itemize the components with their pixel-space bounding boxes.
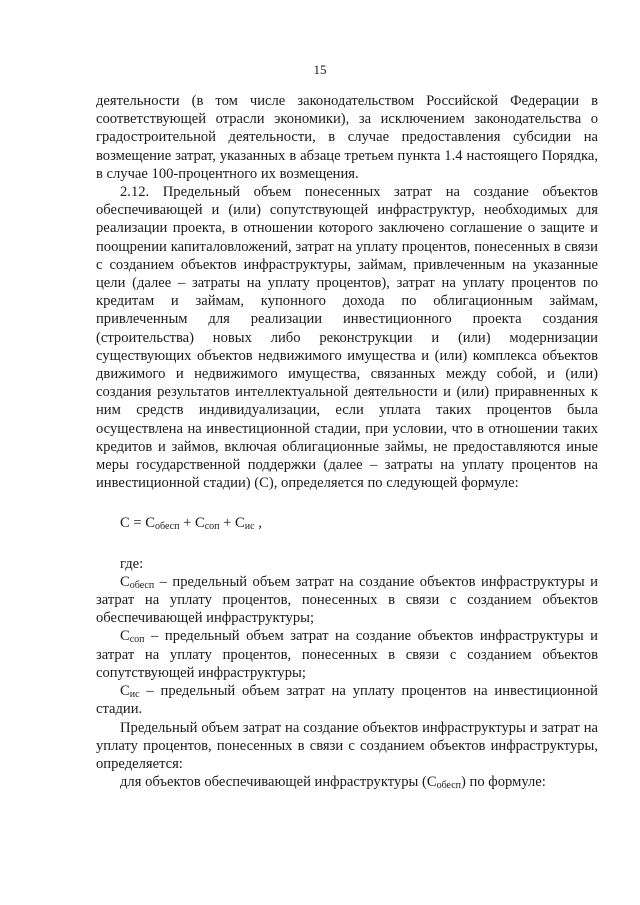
definition-subscript: ис bbox=[129, 689, 140, 701]
definition-subscript: обесп bbox=[129, 579, 155, 591]
formula-term-2: С bbox=[194, 515, 205, 532]
formula-plus-2: + bbox=[219, 515, 236, 532]
formula-c bbox=[120, 514, 598, 532]
definition-c-sop bbox=[96, 627, 598, 682]
definition-text: – предельный объем затрат на уплату процентов на инвестиционной стадии. bbox=[96, 683, 598, 718]
paragraph-obesp-before: для объектов обеспечивающей инфраструктуры (С bbox=[120, 774, 437, 791]
definition-symbol: С bbox=[120, 628, 130, 645]
formula-plus-1: + bbox=[179, 515, 195, 532]
formula-term-2-sub: соп bbox=[204, 521, 220, 533]
definition-symbol: С bbox=[120, 573, 130, 590]
formula-tail: , bbox=[254, 515, 262, 532]
formula-lhs: С = bbox=[120, 515, 146, 532]
page-number: 15 bbox=[313, 62, 327, 77]
paragraph-obesp-sub: обесп bbox=[436, 780, 461, 792]
paragraph-2-12: 2.12. Предельный объем понесенных затрат на создание объектов обеспечивающей и (или) сопутствующей инфраструктур, необходимых для реализации проекта, в отношении которого заключено соглашение о защите и поощрении капиталовложений, затрат на уплату процентов, понесенных в связи с созданием объектов инфраструктуры, займам, привлеченным на указанные цели (далее – затраты на уплату процентов), затрат на уплату процентов по кредитам и займам, купонного дохода по облигационным займам, привлеченным для реализации инвестиционного проекта создания (строительства) новых либо реконструкции и (или) модернизации существующих объектов недвижимого имущества и (или) комплекса объектов движимого и недвижимого имущества, связанных между собой, и (или) создания результатов интеллектуальной деятельности и (или) приравненных к ним средств индивидуализации, если уплата таких процентов была осуществлена на инвестиционной стадии, при условии, что в отношении таких кредитов и займов, включая облигационные займы, не предоставляются иные меры государственной поддержки (далее – затраты на уплату процентов на инвестиционной стадии) (С), определяется по следующей формуле: bbox=[96, 184, 598, 492]
paragraph-limit: Предельный объем затрат на создание объектов инфраструктуры и затрат на уплату процентов, понесенных в связи с созданием объектов инфраструктуры, определяется: bbox=[96, 719, 598, 772]
formula-term-1: С bbox=[145, 515, 155, 532]
definition-subscript: соп bbox=[129, 634, 145, 646]
definition-text: – предельный объем затрат на создание объектов инфраструктуры и затрат на уплату процентов, понесенных в связи с созданием объектов обеспечивающей инфраструктуры; bbox=[96, 573, 598, 627]
definition-symbol: С bbox=[120, 683, 130, 700]
paragraph-obesp-formula bbox=[96, 773, 598, 791]
where-label: где: bbox=[120, 555, 144, 572]
definition-text: – предельный объем затрат на создание объектов инфраструктуры и затрат на уплату процентов, понесенных в связи с созданием объектов сопутствующей инфраструктуры; bbox=[96, 628, 598, 681]
paragraph-continuation: деятельности (в том числе законодательством Российской Федерации в соответствующей отрасли экономики), за исключением законодательства о градостроительной деятельности, в случае предоставления субсидии на возмещение затрат, указанных в абзаце третьем пункта 1.4 настоящего Порядка, в случае 100-процентного их возмещения. bbox=[96, 93, 598, 182]
formula-term-1-sub: обесп bbox=[155, 521, 180, 533]
document-body bbox=[96, 92, 598, 791]
formula-term-3: С bbox=[235, 515, 245, 532]
definition-c-obesp bbox=[96, 573, 598, 628]
paragraph-obesp-after: ) по формуле: bbox=[461, 774, 546, 791]
definition-c-is bbox=[96, 682, 598, 718]
formula-term-3-sub: ис bbox=[244, 521, 255, 533]
